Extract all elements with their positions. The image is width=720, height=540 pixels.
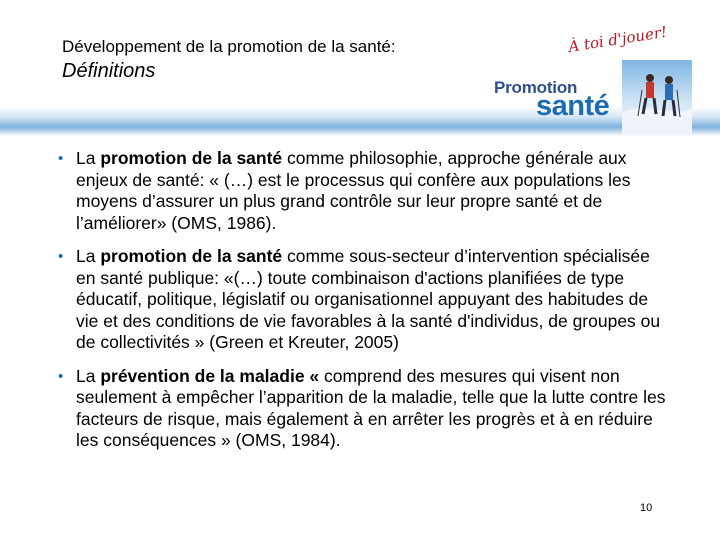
skiers-photo-icon: [622, 60, 692, 134]
bullet-segment: comme sous-secteur d’intervention spécialisée en santé publique: «(…) toute combinaison d'actions planifiées de type éducatif, politique, législatif ou organisationnel appuyant des habitudes de vie et des conditions de vie favorables à la santé d'individus, de groupes ou de collectivités » (Green et Kreuter, 2005): [76, 246, 661, 352]
bullet-item: [58, 148, 668, 234]
bullet-term: promotion de la santé: [100, 148, 283, 168]
bullet-list: [58, 148, 668, 464]
bullet-segment: comme philosophie, approche générale aux enjeux de santé: « (…) est le processus qui confère aux populations les moyens d’assurer un plus grand contrôle sur leur propre santé et de l’améliorer» (OMS, 1986).: [76, 148, 631, 233]
bullet-dot-icon: •: [58, 248, 64, 265]
slide-subtitle: Définitions: [62, 60, 156, 82]
bullet-segment: La: [76, 246, 101, 266]
bullet-segment: comprend des mesures qui visent non seulement à empêcher l’apparition de la maladie, telle que la lutte contre les facteurs de risque, mais également à en arrêter les progrès et à en réduire les conséquences » (OMS, 1984).: [76, 365, 666, 450]
bullet-term: prévention de la maladie «: [100, 365, 320, 386]
bullet-dot-icon: •: [58, 150, 64, 167]
page-number: 10: [640, 502, 653, 514]
bullet-term: promotion de la santé: [100, 246, 283, 266]
bullet-item: [58, 366, 668, 452]
bullet-dot-icon: •: [58, 367, 64, 385]
bullet-text: [76, 148, 631, 233]
promotion-sante-logo: [488, 22, 710, 138]
logo-tagline: À toi d'jouer!: [567, 22, 669, 56]
bullet-segment: La: [76, 365, 101, 386]
logo-word-sante: santé: [536, 90, 610, 122]
bullet-item: [58, 246, 668, 354]
slide-title: Développement de la promotion de la santé:: [62, 37, 396, 56]
title-block: [62, 36, 396, 84]
logo-word-promotion: Promotion: [494, 78, 578, 97]
bullet-segment: La: [76, 148, 101, 168]
bullet-text: [76, 246, 660, 352]
bullet-text: [76, 366, 666, 451]
